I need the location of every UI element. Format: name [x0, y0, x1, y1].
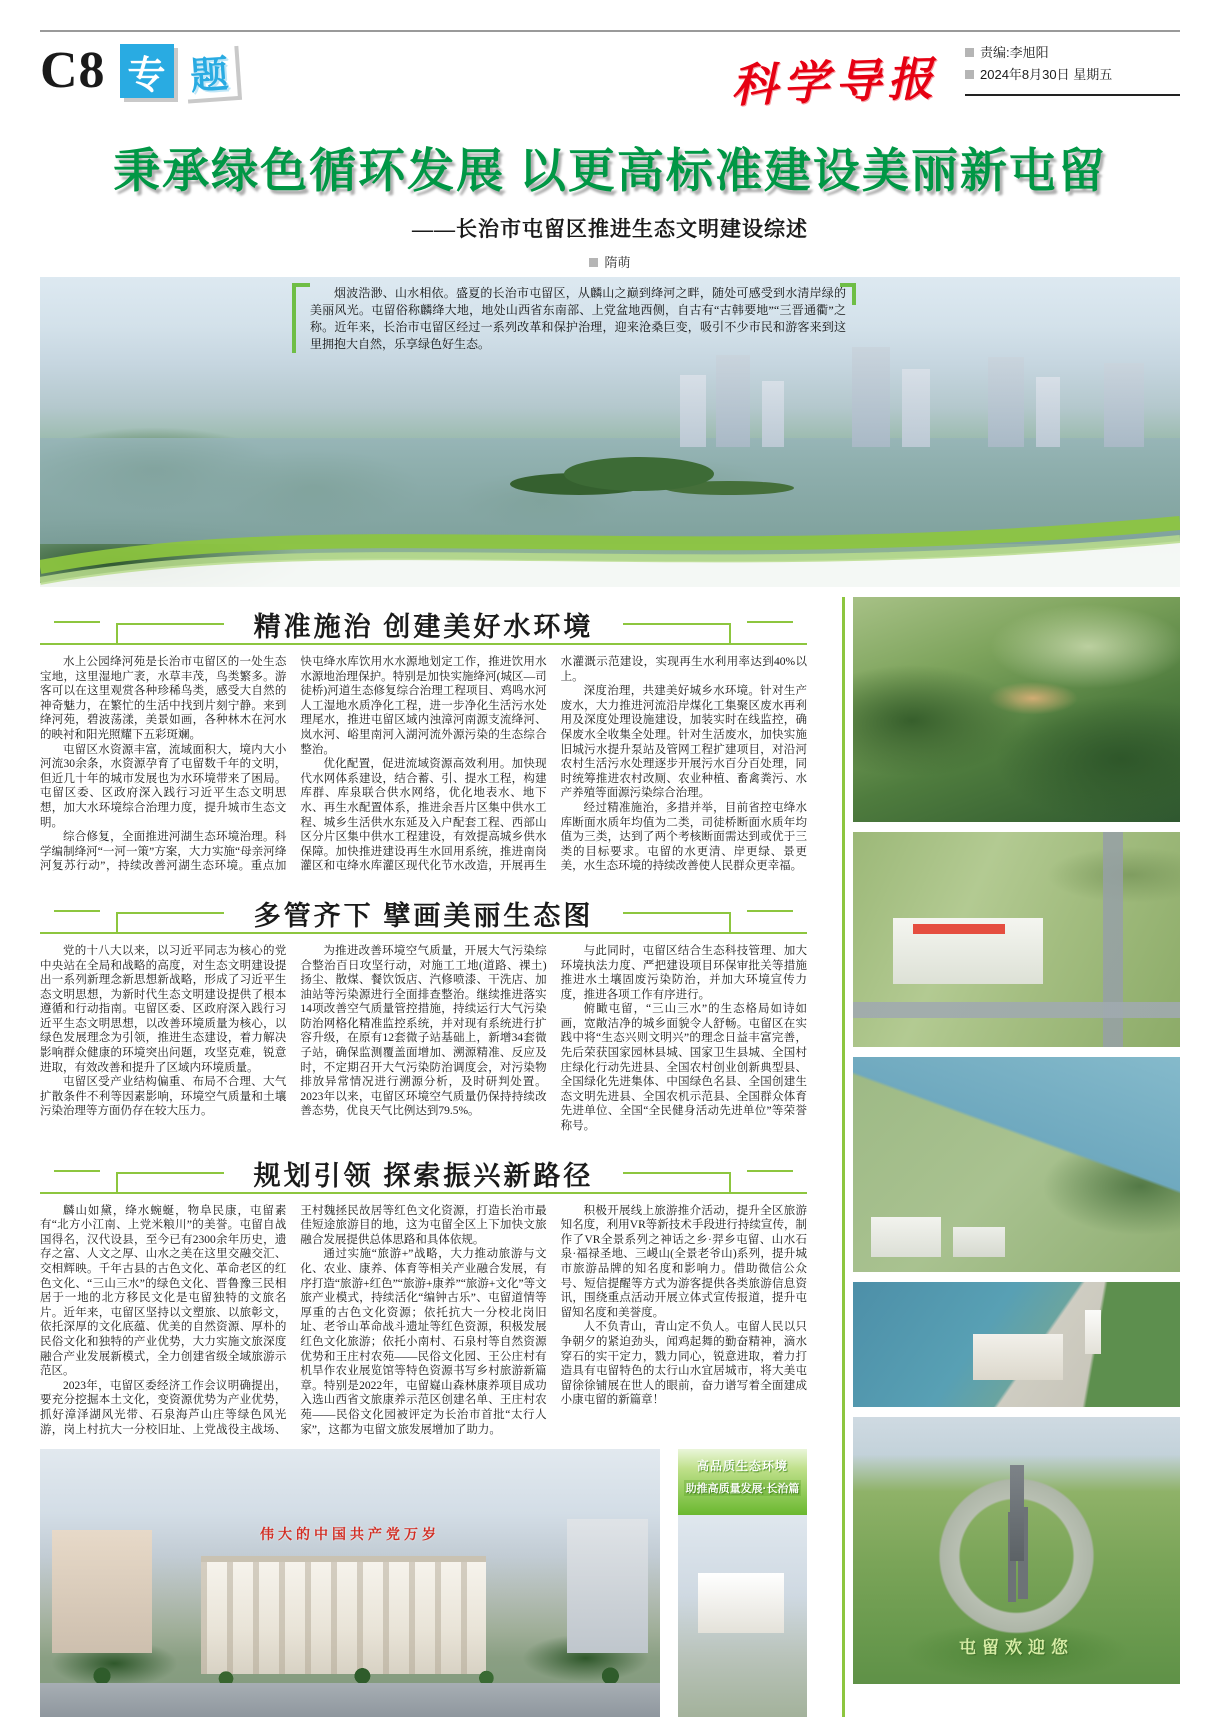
edition-info	[965, 42, 1180, 96]
section-ecology-title: 多管齐下 擘画美丽生态图	[253, 900, 594, 931]
page-number: C8	[40, 42, 106, 99]
intro-text: 烟波浩渺、山水相依。盛夏的长治市屯留区，从麟山之巅到绛河之畔，随处可感受到水清岸绿的美丽风光。屯留俗称麟绛大地，地处山西省东南部、上党盆地西侧，自古有“古韩要地”“三晋通衢”之称。近年来，长治市屯留区经过一系列改革和保护治理，迎来沧桑巨变，吸引不少市民和游客来到这里拥抱大自然，乐享绿色好生态。	[310, 286, 846, 351]
paragraph: 水上公园绛河苑是长治市屯留区的一处生态宝地，这里湿地广袤，水草丰茂，鸟类繁多。游客可以在这里观赏各种珍稀鸟类，感受大自然的神奇魅力，在繁忙的生活中找到片刻宁静。来到绛河苑，碧波荡漾，美景如画，各种林木在河水的映衬和阳光照耀下五彩斑斓。	[40, 656, 287, 741]
photo-hall-shape	[201, 1556, 486, 1674]
byline	[40, 252, 1180, 271]
section-ecology-body	[40, 944, 807, 1134]
photo-road-shape	[40, 1683, 660, 1717]
section-ecology	[40, 886, 807, 1134]
paragraph: 为推进改善环境空气质量，开展大气污染综合整治百日攻坚行动，对施工工地(道路、裸土)扬尘、散煤、餐饮饭店、汽修喷漆、干洗店、加油站等污染源进行全面排查整治。继续推进落实14项改善空气质量管控措施，持续运行大气污染防治网格化精准监控系统，并对现有系统进行扩容升级，在原有12套微子站基础上，新增34套微子站，确保监测覆盖面增加、溯源精准、反应及时，不定期召开大气污染防治调度会，对污染物排放异常情况进行溯源分析，及时研判处置。2023年以来，屯留区环境空气质量仍保持持续改善态势，优良天气比例达到79.5%。	[300, 944, 547, 1118]
corner-bracket-decoration	[623, 1172, 731, 1194]
photo-red-banner-text: 伟大的中国共产党万岁	[260, 1528, 440, 1544]
dash-decoration	[54, 910, 100, 912]
paragraph: 深度治理，共建美好城乡水环境。针对生产废水，大力推进河流沿岸煤化工集聚区废水再利用及深度处理设施建设，加装实时在线监控，确保废水全收集全处理。针对生活废水，加快实施旧城污水提升泵站及管网工程扩建项目，对沿河农村生活污水处理逐步开展污水百分百处理，同时统筹推进农村改厕、农业种植、畜禽粪污、水产养殖等面源污染综合治理。	[560, 685, 807, 800]
publication-date: 2024年8月30日 星期五	[980, 67, 1113, 82]
section-water-header	[40, 597, 807, 645]
bottom-photo-row	[40, 1449, 807, 1717]
newspaper-page	[40, 0, 1180, 1717]
promo-banner-line1: 高品质生态环境	[696, 1459, 788, 1474]
section-planning	[40, 1146, 807, 1438]
corner-bracket-decoration	[116, 1172, 224, 1194]
paragraph: 综合修复，全面推进河湖生态环境治理。科学编制绛河“一河一策”方案，大力实施“母亲河绛河复苏行动”，持续改善河湖生态环境。重点加快屯绛水库饮用水水源地划定工作，推进饮用水水源地治理保护。特别是加快实施绛河(城区—司徒桥)河道生态修复综合治理工程项目、鸡鸣水河人工湿地水质净化工程，进一步净化生活污水处理尾水，推进屯留区域内浊漳河南源支流绛河、岚水河、峪里南河入湖河流外源污染的生态综合整治。	[40, 656, 547, 873]
sidebar-photo-reservoir	[853, 1282, 1180, 1407]
newspaper-logo: 科学导报	[730, 53, 940, 112]
photo-building-shape	[52, 1530, 151, 1653]
badge-char-1: 专	[120, 44, 174, 98]
badge-char-2: 题	[180, 42, 238, 100]
section-badge	[120, 44, 236, 98]
paragraph: 2023年，屯留区委经济工作会议明确提出，要充分挖掘本土文化，变资源优势为产业优势，抓好漳泽湖风光带、石泉海芦山庄等绿色风光游，岗上村抗大一分校旧址、上党战役主战场、王村魏拯民故居等红色文化资源，打造长治市最佳短途旅游目的地，这为屯留全区上下加快文旅融合发展提供总体思路和具体依规。	[40, 1204, 547, 1436]
corner-bracket-decoration	[116, 623, 224, 645]
photo-building-shape	[1036, 377, 1060, 447]
bullet-square-icon	[965, 48, 974, 57]
main-column	[40, 597, 807, 1717]
sidebar-photo-lakeside	[853, 1057, 1180, 1272]
hero-photo-river-park	[40, 277, 1180, 587]
headline-block	[40, 134, 1180, 201]
paragraph: 与此同时，屯留区结合生态科技管理、加大环境执法力度、严把建设项目环保审批关等措施推进水土壤固废污染防治，并加大环境宣传力度，推进各项工作有序进行。	[560, 944, 807, 1001]
green-wave-graphic	[40, 495, 1180, 587]
section-water	[40, 597, 807, 874]
corner-bracket-decoration	[623, 623, 731, 645]
promo-column	[678, 1449, 807, 1717]
section-water-body	[40, 655, 807, 874]
photo-city-square	[40, 1449, 660, 1717]
photo-building-shape	[762, 381, 784, 447]
main-headline: 秉承绿色循环发展 以更高标准建设美丽新屯留	[113, 146, 1107, 198]
photo-building-shape	[1104, 363, 1144, 447]
photo-building-shape	[852, 347, 890, 447]
paragraph: 人不负青山，青山定不负人。屯留人民以只争朝夕的紧迫劲头，闻鸡起舞的勤奋精神，滴水穿石的实干定力，戮力同心，锐意进取，着力打造具有屯留特色的太行山水宜居城市，将大美屯留徐徐铺展在世人的眼前，奋力谱写着全面建成小康屯留的新篇章！	[560, 1321, 807, 1407]
corner-bracket-decoration	[116, 912, 224, 934]
photo-building-shape	[716, 355, 750, 447]
photo-building-shape	[902, 369, 930, 447]
author-name: 隋萌	[604, 255, 631, 270]
promo-building-photo	[678, 1515, 807, 1717]
paragraph: 俯瞰屯留，“三山三水”的生态格局如诗如画，宽敞洁净的城乡面貌令人舒畅。屯留区在实践中将“生态兴则文明兴”的理念日益丰富完善，先后荣获国家园林县城、国家卫生县城、全国村庄绿化行动先进县、全国农村创业创新典型县、全国绿化先进集体、中国绿色名县、全国创建生态文明先进县、全国农机示范县、全国群众体育先进单位、全国“全民健身活动先进单位”等荣誉称号。	[560, 1003, 807, 1133]
section-planning-body	[40, 1204, 807, 1438]
paragraph: 麟山如黛，绛水蜿蜒，物阜民康，屯留素有“北方小江南、上党米粮川”的美誉。屯留自战国得名，汉代设县，至今已有2300余年历史，遗存之富、人文之厚、山水之美在这里交融交汇、交相辉映。千年古县的古色文化、革命老区的红色文化、“三山三水”的绿色文化、晋鲁豫三民相居于一地的北方移民文化是屯留独特的文旅名片。近年来，屯留区坚持以文塑旅、以旅彰文，依托深厚的文化底蕴、优美的自然资源、厚朴的民俗文化和独特的产业优势，大力实施文旅深度融合产业发展新模式，全力创建省级全域旅游示范区。	[40, 1204, 287, 1378]
section-ecology-header	[40, 886, 807, 934]
promo-banner-line2: 助推高质量发展·长治篇	[684, 1480, 801, 1496]
photo-sidebar	[853, 597, 1180, 1717]
date-line	[965, 64, 1180, 86]
sidebar-photo-mountains	[853, 597, 1180, 822]
photo-building-shape	[680, 375, 706, 447]
paragraph: 屯留区受产业结构偏重、布局不合理、大气扩散条件不利等因素影响，环境空气质量和土壤污染治理等方面仍存在较大压力。	[40, 1076, 287, 1118]
dash-decoration	[54, 1170, 100, 1172]
photo-monument-shape	[1010, 1465, 1024, 1561]
dash-decoration	[54, 621, 100, 623]
paragraph: 积极开展线上旅游推介活动，提升全区旅游知名度，利用VR等新技术手段进行持续宣传，制作了VR全景系列之神话之乡·羿乡屯留、山水石泉·福禄圣地、三嵕山(全景老爷山)系列，提升城市旅游品牌的知名度和影响力。借助微信公众号、短信提醒等方式为游客提供各类旅游信息资讯，围绕重点活动开展立体式宣传报道，提升屯留知名度和美誉度。	[560, 1204, 807, 1319]
section-planning-header	[40, 1146, 807, 1194]
dash-decoration	[747, 621, 793, 623]
paragraph: 屯留区水资源丰富，流域面积大，境内大小河流30余条，水资源孕育了屯留数千年的文明，但近几十年的城市发展也为水环境带来了困局。屯留区委、区政府深入践行习近平生态文明思想，加大水环境综合治理力度，提升城市生态文明。	[40, 743, 287, 829]
section-planning-title: 规划引领 探索振兴新路径	[253, 1160, 594, 1191]
green-divider-rule	[842, 597, 845, 1717]
masthead-right	[731, 42, 1180, 112]
masthead	[40, 30, 1180, 112]
bullet-square-icon	[589, 258, 598, 267]
editor-name: 责编:李旭阳	[980, 45, 1049, 60]
paragraph: 经过精准施治，多措并举，目前省控屯绛水库断面水质年均值为二类，司徒桥断面水质年均值为三类，达到了两个考核断面需达到或优于三类的目标要求。屯留的水更清、岸更绿、景更美，水生态环境的持续改善使人民群众更幸福。	[560, 801, 807, 873]
dash-decoration	[747, 1170, 793, 1172]
sidebar-photo-town-aerial	[853, 832, 1180, 1047]
promo-banner	[678, 1449, 807, 1515]
dash-decoration	[747, 910, 793, 912]
content-row	[40, 597, 1180, 1717]
paragraph: 党的十八大以来，以习近平同志为核心的党中央站在全局和战略的高度，对生态文明建设提出一系列新理念新思想新战略，形成了习近平生态文明思想，为新时代生态文明建设提供了根本遵循和行动指南。屯留区委、区政府深入践行习近平生态文明思想，以改善环境质量为核心，以绿色发展理念为引领，推进生态建设，着力解决影响群众健康的环境突出问题，攻坚克难，锐意进取，有效改善和提升了区域内环境质量。	[40, 944, 287, 1074]
photo-island-shape	[564, 457, 714, 491]
paragraph: 优化配置，促进流域资源高效利用。加快现代水网体系建设，结合蓄、引、提水工程，构建库群、库泉联合供水网络，优化地表水、地下水、再生水配置体系，推进余吾片区集中供水工程、城乡生活供水东延及入户配套工程、西部山区分片区集中供水工程建设，有效提高城乡供水保障。加快推进建设再生水回用系统，推进南岗灌区和屯绛水库灌区现代化节水改造，开展再生水灌溉示范建设，实现再生水利用率达到40%以上。	[300, 656, 807, 873]
photo-building-shape	[988, 357, 1024, 447]
intro-paragraph	[292, 281, 852, 359]
paragraph: 通过实施“旅游+”战略，大力推动旅游与文化、农业、康养、体育等相关产业融合发展，有序打造“旅游+红色”“旅游+康养”“旅游+文化”等文旅产业模式，持续活化“编钟古乐”、屯留道情等厚重的古色文化资源；依托抗大一分校北岗旧址、老爷山革命战斗遗址等红色资源，积极发展红色文化旅游；依托小南村、石泉村等自然资源优势和王庄村农苑——民俗文化园、王公庄村有机旱作农业展览馆等特色资源书写乡村旅游新篇章。特别是2022年，屯留嶷山森林康养项目成功入选山西省文旅康养示范区创建名单、王庄村农苑——民俗文化园被评定为长治市首批“太行人家”，这都为屯留文旅发展增加了助力。	[300, 1248, 547, 1436]
bullet-square-icon	[965, 70, 974, 79]
section-water-title: 精准施治 创建美好水环境	[253, 612, 594, 642]
sidebar-photo-roundabout	[853, 1417, 1180, 1684]
editor-line	[965, 42, 1180, 64]
corner-bracket-decoration	[623, 912, 731, 934]
subtitle: ——长治市屯留区推进生态文明建设综述	[412, 217, 808, 241]
photo-hedge-text: 屯留欢迎您	[959, 1638, 1074, 1657]
